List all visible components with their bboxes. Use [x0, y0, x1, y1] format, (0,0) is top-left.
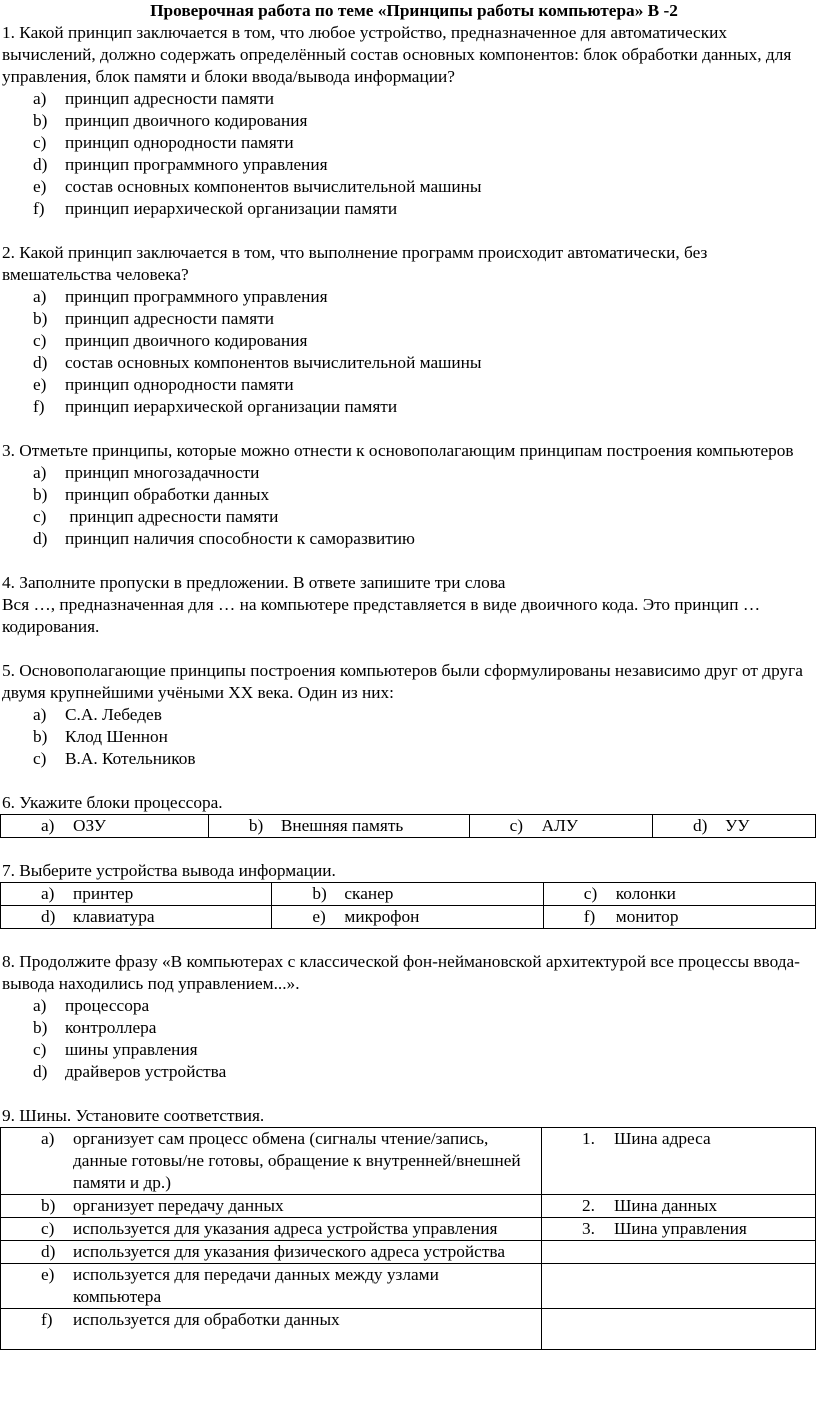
question-3	[0, 440, 816, 550]
option-item: d) драйверов устройства	[33, 1062, 227, 1081]
table-cell: e) микрофон	[272, 906, 543, 929]
option-item: a) принцип многозадачности	[33, 463, 260, 482]
option-item: a) С.А. Лебедев	[33, 705, 162, 724]
question-9	[0, 1105, 816, 1127]
option-item: f) принцип иерархической организации памяти	[33, 199, 398, 218]
option-item: b) Клод Шеннон	[33, 727, 168, 746]
table-row	[1, 1218, 816, 1241]
question-6	[0, 792, 816, 814]
option-item: d) принцип наличия способности к саморазвитию	[33, 529, 415, 548]
option-item: c) шины управления	[33, 1040, 198, 1059]
table-row	[1, 1264, 816, 1309]
question-text: 6. Укажите блоки процессора.	[2, 793, 223, 812]
option-item: d) состав основных компонентов вычислительной машины	[33, 353, 482, 372]
table-row	[1, 1195, 816, 1218]
table-row	[1, 883, 816, 906]
processor-blocks-table	[0, 814, 816, 838]
options-list	[2, 704, 816, 770]
question-4	[0, 572, 816, 638]
table-cell: a) организует сам процесс обмена (сигналы чтение/запись, данные готовы/не готовы, обращение к внутренней/внешней памяти и др.)	[1, 1128, 542, 1195]
table-cell: b) организует передачу данных	[1, 1195, 542, 1218]
worksheet-title: Проверочная работа по теме «Принципы работы компьютера» В -2	[150, 1, 678, 20]
option-item: e) принцип однородности памяти	[33, 375, 294, 394]
question-2	[0, 242, 816, 418]
bus-matching-table	[0, 1127, 816, 1350]
question-8	[0, 951, 816, 1083]
table-cell: f) используется для обработки данных	[1, 1309, 542, 1350]
table-cell: c) используется для указания адреса устройства управления	[1, 1218, 542, 1241]
question-text: 2. Какой принцип заключается в том, что выполнение программ происходит автоматически, без вмешательства человека?	[2, 243, 708, 284]
option-item: b) принцип двоичного кодирования	[33, 111, 308, 130]
option-item: c) В.А. Котельников	[33, 749, 196, 768]
table-cell: a) принтер	[1, 883, 272, 906]
table-cell: d) УУ	[652, 815, 815, 838]
option-item: d) принцип программного управления	[33, 155, 328, 174]
output-devices-table	[0, 882, 816, 929]
table-row	[1, 1309, 816, 1350]
option-item: e) состав основных компонентов вычислительной машины	[33, 177, 482, 196]
table-cell: a) ОЗУ	[1, 815, 209, 838]
table-cell: c) колонки	[543, 883, 815, 906]
table-cell: c) АЛУ	[469, 815, 652, 838]
table-cell	[542, 1309, 816, 1350]
option-item: b) принцип обработки данных	[33, 485, 270, 504]
table-cell	[542, 1241, 816, 1264]
question-1	[0, 22, 816, 220]
table-cell: e) используется для передачи данных между узлами компьютера	[1, 1264, 542, 1309]
question-text: 5. Основополагающие принципы построения компьютеров были сформулированы независимо друг от друга двумя крупнейшими учёными XX века. Один из них:	[2, 661, 803, 702]
table-cell: d) используется для указания физического адреса устройства	[1, 1241, 542, 1264]
options-list	[2, 88, 816, 220]
table-cell: f) монитор	[543, 906, 815, 929]
question-text: 4. Заполните пропуски в предложении. В ответе запишите три слова	[2, 573, 506, 592]
question-text: 8. Продолжите фразу «В компьютерах с классической фон-неймановской архитектурой все процессы ввода-вывода находились под управлением...».	[2, 952, 800, 993]
option-item: a) процессора	[33, 996, 150, 1015]
fill-in-sentence: Вся …, предназначенная для … на компьютере представляется в виде двоичного кода. Это принцип … кодирования.	[2, 595, 761, 636]
option-item: a) принцип адресности памяти	[33, 89, 275, 108]
table-row	[1, 1241, 816, 1264]
table-cell: 3. Шина управления	[542, 1218, 816, 1241]
options-list	[2, 286, 816, 418]
question-text: 3. Отметьте принципы, которые можно отнести к основополагающим принципам построения компьютеров	[2, 441, 794, 460]
table-cell: 1. Шина адреса	[542, 1128, 816, 1195]
option-item: c) принцип однородности памяти	[33, 133, 294, 152]
question-7	[0, 860, 816, 882]
option-item: c) принцип двоичного кодирования	[33, 331, 308, 350]
table-cell: b) сканер	[272, 883, 543, 906]
options-list	[2, 462, 816, 550]
question-text: 1. Какой принцип заключается в том, что любое устройство, предназначенное для автоматических вычислений, должно содержать определённый состав основных компонентов: блок обработки данных, для управления, блок памяти и блоки ввода/вывода информации?	[2, 23, 792, 86]
table-cell	[542, 1264, 816, 1309]
table-cell: 2. Шина данных	[542, 1195, 816, 1218]
question-text: 7. Выберите устройства вывода информации.	[2, 861, 336, 880]
question-5	[0, 660, 816, 770]
table-cell: b) Внешняя память	[208, 815, 469, 838]
table-row	[1, 1128, 816, 1195]
options-list	[2, 995, 816, 1083]
option-item: f) принцип иерархической организации памяти	[33, 397, 398, 416]
question-text: 9. Шины. Установите соответствия.	[2, 1106, 265, 1125]
option-item: b) контроллера	[33, 1018, 157, 1037]
option-item: a) принцип программного управления	[33, 287, 328, 306]
option-item: b) принцип адресности памяти	[33, 309, 275, 328]
table-cell: d) клавиатура	[1, 906, 272, 929]
table-row	[1, 906, 816, 929]
option-item: c) принцип адресности памяти	[33, 507, 279, 526]
